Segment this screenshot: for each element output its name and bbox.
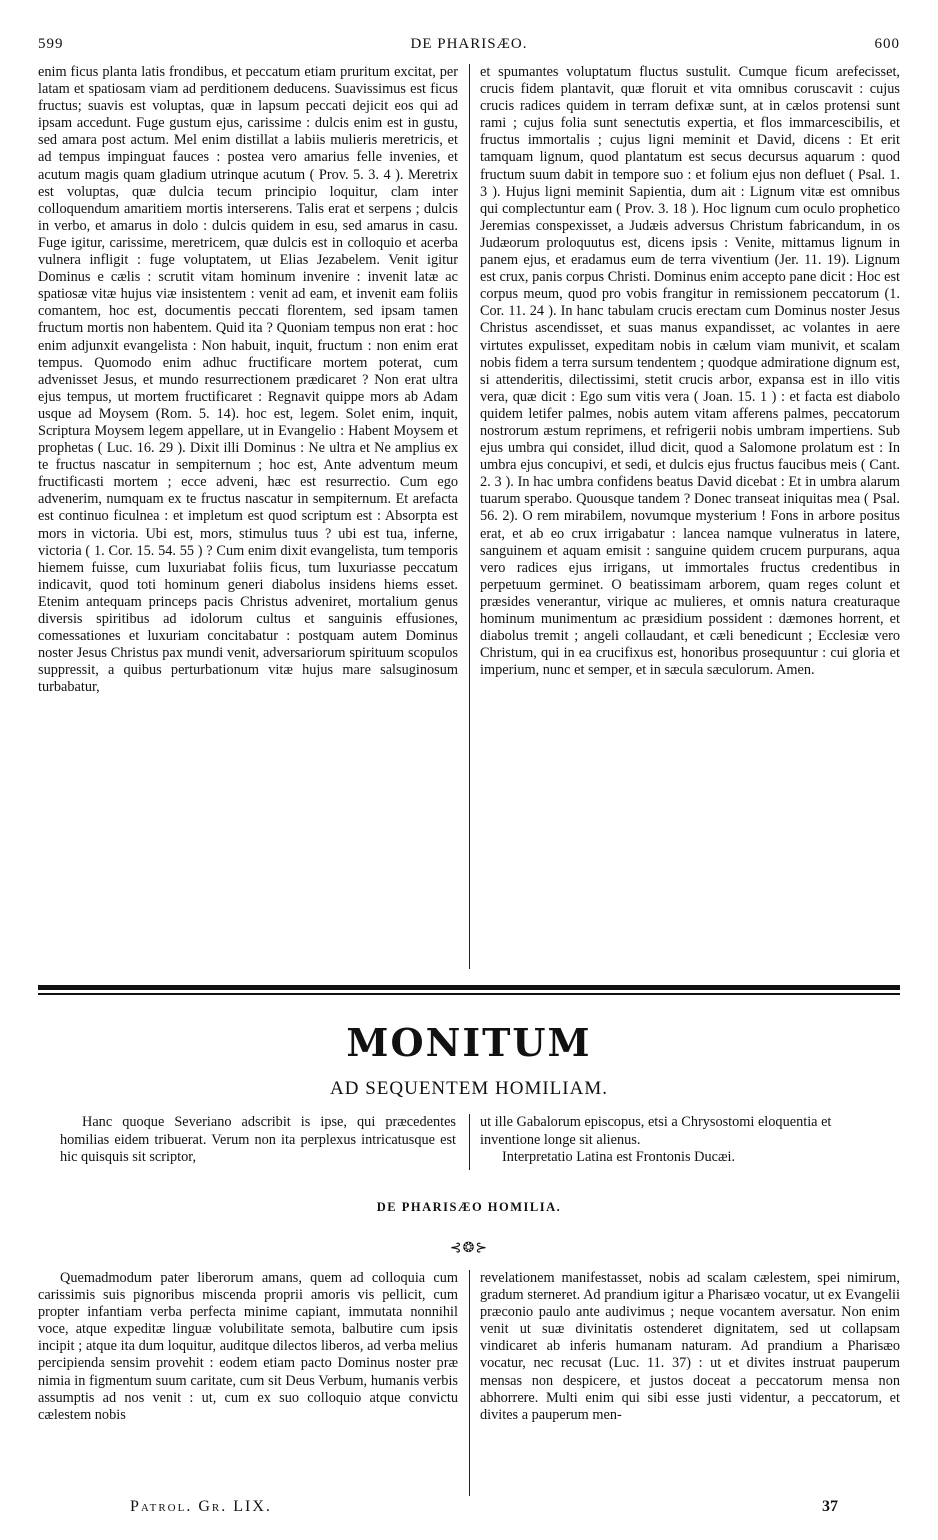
monitum-title: MONITUM [346,1020,592,1065]
running-title: DE PHARISÆO. [410,36,528,52]
homily-column-left [38,1270,458,1496]
column-left-paragraph: enim ficus planta latis frondibus, et peccatum etiam pruritum excitat, per latam et spatiosam viam ad perditionem deducens. Suavissimus est ficus fructus; suavis est voluptas, quæ in lapsum peccati dejicit eos qui ad ipsam accedunt. Fuge gustum ejus, carissime : dulcis enim est in gustu, sed amara post actum. Mel enim distillat a labiis mulieris meretricis, et ad tempus impinguat fauces : postea vero amarius felle invenies, et acutum magis quam gladium utrinque acutum ( Prov. 5. 3. 4 ). Meretrix est voluptas, quæ dulcia tecum principio loquitur, clam inter colloquendum amaritiem mortis interserens. Talis erat et serpens ; dulcis in verbo, et amarus in dolo : dulcis quidem in esu, sed amarus in casu. Fuge igitur, carissime, meretricem, quæ dulcis est in colloquio et acerba vulnera infligit : fuge voluptatem, ut Elias Jezabelem. Venit igitur Dominus e cælis : scrutit vitam hominum invenire : invenit latæ ac spatiosæ vitæ hujus viæ insistentem : venit ad eam, et invenit eam foliis comantem, hoc est, documentis peccati florentem, sed ipsam tamen fructum mortis non habentem. Quid ita ? Quoniam tempus non erat : hoc enim adjunxit evangelista : Non habuit, inquit, fructum : non enim erat tempus. Quomodo enim adhuc fructificare mortem poterat, cum advenisset Jesus, et mundo resurrectionem prædicaret ? Non erat ultra ejus tempus, ut mortem fructificaret : Regnavit quippe mors ab Adam usque ad Moysem (Rom. 5. 14). hoc est, legem. Solet enim, inquit, Scriptura Moysem legem appellare, ut in Evangelio : Habent Moysem et prophetas ( Luc. 16. 29 ). Dixit illi Dominus : Ne ultra et Ne amplius ex te fructus nascatur in sempiternum ; hoc est, Ante adventum meum fructificasti mortem ; ecce adveni, hæc est resurrectio. Cum ego advenerim, numquam ex te fructus nascatur in sempiternum. Et arefacta est continuo ficulnea : et impletum est quod scriptum est : Absorpta est mors in victoria. Ubi est, mors, stimulus tuus ? ubi est tua, inferne, victoria ( 1. Cor. 15. 54. 55 ) ? Cum enim dixit evangelista, tum temporis hiemem fuisse, cum luxuriabat foliis ficus, tum luxuriasse peccatum indicavit, quod toti hominum generi diabolus insidens hiems esset. Etenim antequam princeps pacis Christus adveniret, mortalium genus diversis spiritibus ad idolorum cultus et sanguinis effusiones, comessationes et luxuriam concitabatur : postquam autem Dominus noster Jesus Christus pax mundi venit, adversariorum spirituum scopulos suppressit, a quibus perturbationum vitæ hujus mare salsuginosum turbabatur, [38,64,458,696]
running-head [38,36,900,58]
column-divider [469,64,470,969]
monitum-column-left [60,1114,456,1174]
monitum-subtitle: AD SEQUENTEM HOMILIAM. [330,1078,608,1099]
column-right-paragraph: et spumantes voluptatum fluctus sustulit. Cumque ficum arefecisset, crucis fidem plantavit, quæ floruit et vita omnibus coruscavit : cujus crucis radices quidem in terram defixæ sunt, at in cælos protensi sunt rami ; cujus folia sunt senectutis expertia, et flos immarcescibilis, et fructus immortalis ; cujus ligni meminit et David, dicens : Et erit tamquam lignum, quod plantatum est secus decursus aquarum : quod fructum suum dabit in tempore suo : et folium ejus non defluet ( Psal. 1. 3 ). Hujus ligni meminit Sapientia, dum ait : Lignum vitæ est omnibus qui complectuntur eam ( Prov. 3. 18 ). Hoc lignum cum oculo prophetico Jeremias conspexisset, a Judæis adversus Christum fabricandum, in os Judæorum proloquutus est, dicens ipsis : Venite, mittamus lignum in panem ejus, et eradamus eum de terra viventium (Jer. 11. 19). Lignum est crux, panis corpus Christi. Dominus enim accepto pane dicit : Hoc est corpus meum, quod pro vobis frangitur in remissionem peccatorum (1. Cor. 11. 24 ). In hanc tabulam crucis erectam cum Dominus noster Jesus Christus ascendisset, et suas manus expandisset, ac volantes in aere virtutes expulisset, expeditam nobis in cælum viam munivit, et scalam nobis fidem a terra sursum tendentem ; quodque admiratione dignum est, si attenderitis, dilectissimi, stetit crucis arbor, expansa est in illo vitis vera, quæ dicit : Ego sum vitis vera ( Joan. 15. 1 ) : et facta est diabolo quidem letifer palmes, nobis autem vitam afferens palmes, peccatorum nostrorum æstum reprimens, et refrigerii nobis umbram impertiens. Sub ejus umbra qui considet, illud dicit, quod a Salomone prolatum est : In umbra ejus concupivi, et sedi, et dulcis ejus fructus faucibus meis ( Cant. 2. 3 ). In hac umbra confidens beatus David dicebat : Et in umbra alarum tuarum sperabo. Quousque tandem ? Donec transeat iniquitas mea ( Psal. 56. 2). O rem mirabilem, novumque mysterium ! Fons in arbore positus erat, et ab eo crux irrigabatur : lancea namque vulneratus in latere, sanguinem et aquam emisit : sanguine quidem crucem purpurans, aqua vero radices ejus irrigans, ut immortales fructus credentibus in perpetuum germinet. O beatissimam arborem, quam reges colunt et præsides venerantur, virique ac mulieres, et omnis natura creaturaque hominum munimentum ac præsidium possident : dæmones horrent, et diabolus tremit ; angeli collaudant, et cæli benedicunt ; Ecclesiæ vero Christum, qui in ea crucifixus est, honoribus prosequuntur : cui gloria et imperium, nunc et semper, et in sæcula sæculorum. Amen. [480,64,900,679]
sheet-number: 37 [822,1498,838,1515]
monitum-column-right [480,1114,880,1174]
homily-left-paragraph: Quemadmodum pater liberorum amans, quem ad colloquia cum carissimis suis pignoribus miscenda proprii amoris vis pellicit, cum propter infantiam verba perfecta minime capiant, immutata nonnihil voce, atque expeditæ linguæ volubilitate semota, balbutire cum ipsis incipit ; atque ita dum loquitur, auditque dilectos liberos, ad verba melius percipienda sensim provehit : eodem etiam pacto Dominus noster præ nimia in figmentum suum caritate, cum sit Deus Verbum, humanis verbis assumptis ad nos venit : ut, cum ex suo colloquio atque convictu cælestem nobis [38,1270,458,1423]
text-column-right [480,64,900,969]
homily-title: DE PHARISÆO HOMILIA. [376,1200,562,1214]
text-column-left [38,64,458,969]
rule-thin [38,993,900,995]
monitum-left-paragraph: Hanc quoque Severiano adscribit is ipse, qui præcedentes homilias eidem tribuerat. Verum non ita perplexus intricatusque est hic quisquis sit scriptor, [60,1114,456,1165]
page-number-right: 600 [874,36,900,52]
ornament-icon: ⊰❂⊱ [449,1241,489,1256]
monitum-interpretation-note: Interpretatio Latina est Frontonis Ducæi. [502,1149,736,1165]
monitum-right-paragraph: ut ille Gabalorum episcopus, etsi a Chrysostomi eloquentia et inventione longe sit alienus. [480,1114,832,1148]
homily-column-right [480,1270,900,1496]
monitum-divider [469,1114,470,1170]
signature-mark: Patrol. Gr. LIX. [130,1498,272,1515]
page-number-left: 599 [38,36,64,52]
rule-thick [38,985,900,990]
page-footer [38,1498,900,1522]
homily-divider [469,1270,470,1496]
homily-right-paragraph: revelationem manifestasset, nobis ad scalam cælestem, spei nimirum, gradum sterneret. Ad prandium igitur a Pharisæo vocatur, ut ex Evangelii præconio paulo ante audivimus ; neque vocantem aversatur. Non enim venit ut suæ divinitatis ostenderet dignitatem, sed ut collapsam vindicaret ab inferis humanam naturam. Ad prandium a Pharisæo vocatur, nec recusat (Luc. 11. 37) : ut et divites instruat pauperum mensas non despicere, et justos doceat a peccatorum mensa non abhorrere. Multi enim qui sibi esse justi videntur, a peccatorum, et divites a pauperum men- [480,1270,900,1423]
section-rule [38,985,900,997]
